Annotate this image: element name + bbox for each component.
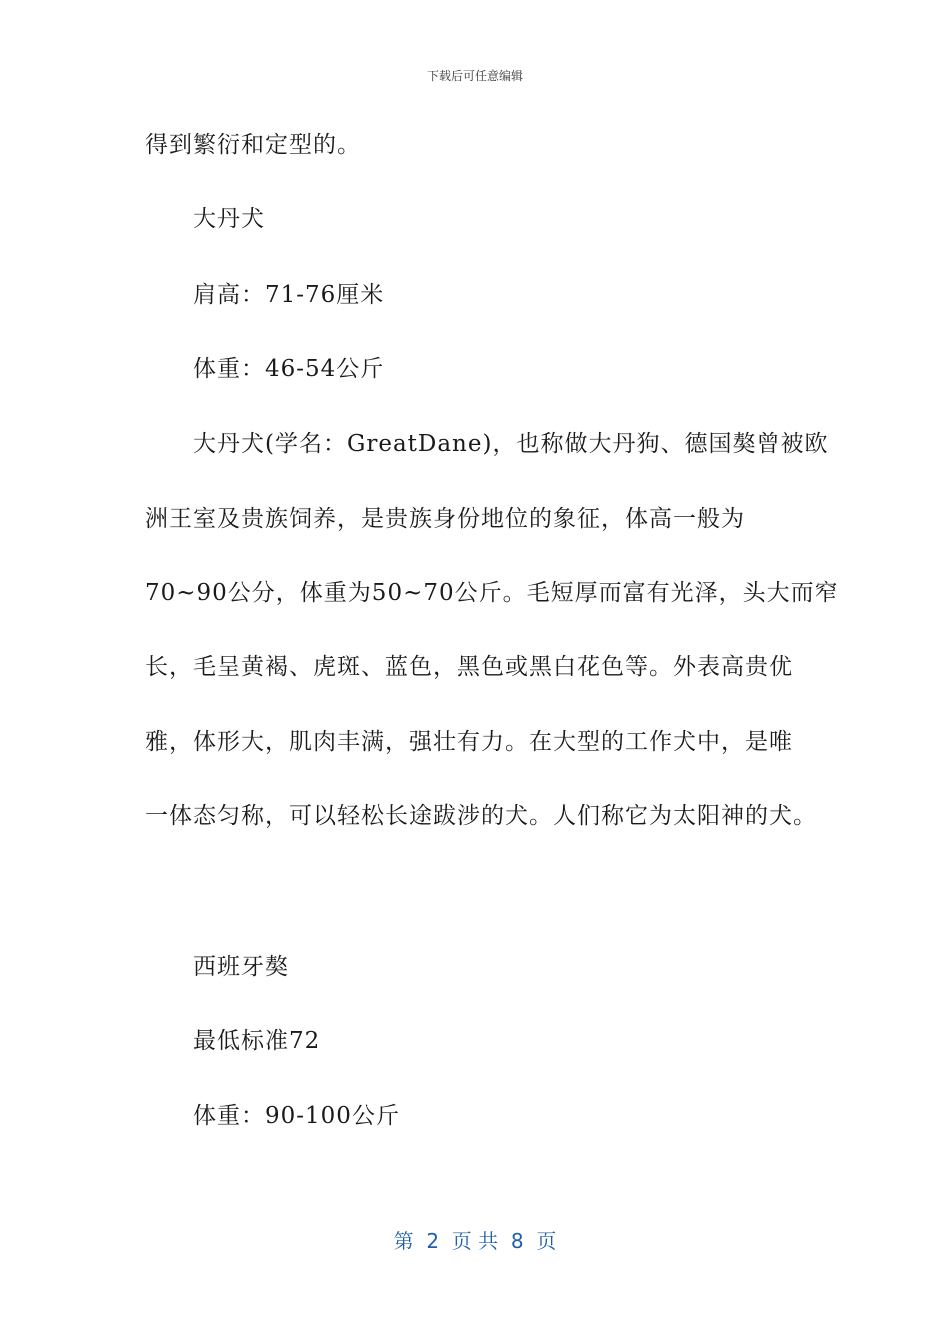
page-number: 第 2 页 共 8 页: [393, 1229, 557, 1253]
great-dane-weight: 体重：46-54公斤: [193, 356, 385, 382]
breed-heading-spanish-mastiff: 西班牙獒: [193, 954, 289, 980]
great-dane-shoulder-height: 肩高：71-76厘米: [193, 282, 385, 308]
great-dane-desc-line: 洲王室及贵族饲养，是贵族身份地位的象征，体高一般为: [145, 506, 745, 532]
great-dane-desc-line: 大丹犬(学名：GreatDane)，也称做大丹狗、德国獒曾被欧: [193, 431, 829, 457]
great-dane-desc-line: 长，毛呈黄褐、虎斑、蓝色，黑色或黑白花色等。外表高贵优: [145, 654, 793, 680]
spanish-mastiff-weight: 体重：90-100公斤: [193, 1103, 400, 1129]
breed-heading-great-dane: 大丹犬: [193, 206, 265, 232]
page-header: 下载后可任意编辑: [426, 69, 523, 83]
spanish-mastiff-min-standard: 最低标准72: [193, 1028, 321, 1054]
great-dane-desc-line: 一体态匀称，可以轻松长途跋涉的犬。人们称它为太阳神的犬。: [145, 803, 817, 829]
great-dane-desc-line: 雅，体形大，肌肉丰满，强壮有力。在大型的工作犬中，是唯: [145, 729, 793, 755]
continuation-text: 得到繁衍和定型的。: [145, 132, 361, 158]
great-dane-desc-line: 70~90公分，体重为50~70公斤。毛短厚而富有光泽，头大而窄: [145, 580, 839, 606]
